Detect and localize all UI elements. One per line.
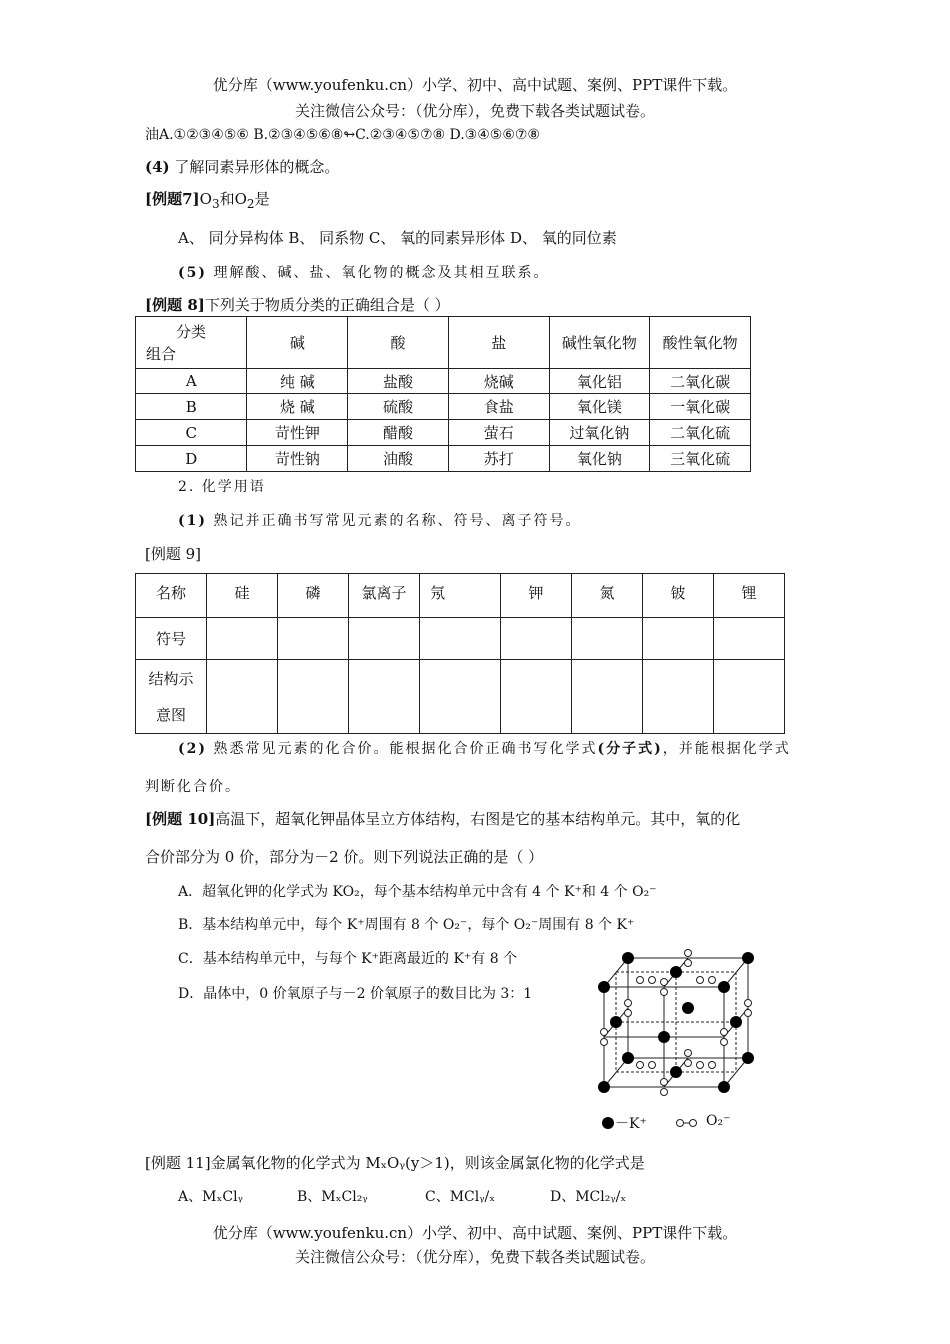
- is-text: 是: [254, 190, 270, 208]
- symbol-cell: [643, 618, 714, 660]
- header-cell: 碱: [247, 317, 348, 369]
- section-2-1-num: (1): [178, 513, 207, 529]
- ko2-crystal-figure: [590, 940, 760, 1140]
- section-2-2-num: (2): [178, 741, 207, 757]
- table-row: [136, 369, 751, 394]
- example-10-line-1: [145, 808, 740, 829]
- structure-cell: [714, 660, 785, 734]
- example-11-option-b: B、MₓCl₂ᵧ: [297, 1189, 368, 1205]
- table-cell: 醋酸: [348, 420, 449, 446]
- table-cell: 盐酸: [348, 369, 449, 394]
- element-name-cell: 铍: [643, 574, 714, 618]
- table-cell: 苛性钠: [247, 446, 348, 472]
- example-7-question: [145, 188, 270, 211]
- example-10-label: [例题 10]: [145, 810, 216, 828]
- structure-cell: [349, 660, 420, 734]
- example-8-question: [145, 294, 450, 315]
- element-table: [135, 573, 785, 734]
- row-label-name: 名称: [136, 574, 207, 618]
- corner-bottom-label: 组合: [146, 344, 177, 363]
- symbol-cell: [572, 618, 643, 660]
- example-10-option-a: A．超氧化钾的化学式为 KO₂，每个基本结构单元中含有 4 个 K⁺和 4 个 O₂⁻: [178, 884, 657, 900]
- example-10-option-c: C．基本结构单元中，与每个 K⁺距离最近的 K⁺有 8 个: [178, 951, 518, 967]
- footer-line-1: 优分库（www.youfenku.cn）小学、初中、高中试题、案例、PPT课件下载。: [212, 1224, 738, 1242]
- element-name-row: [136, 574, 785, 618]
- element-name-cell: 钾: [501, 574, 572, 618]
- table-cell: 一氧化碳: [650, 394, 751, 420]
- table-cell: 烧碱: [448, 369, 549, 394]
- structure-cell: [572, 660, 643, 734]
- structure-cell: [207, 660, 278, 734]
- corner-top-label: 分类: [176, 322, 207, 341]
- table-cell: 二氧化碳: [650, 369, 751, 394]
- o2-symbol: O: [234, 190, 247, 208]
- header-cell: 盐: [448, 317, 549, 369]
- structure-cell: [278, 660, 349, 734]
- table-cell: 食盐: [448, 394, 549, 420]
- structure-label-1: 结构示: [148, 669, 194, 688]
- o2-subscript: 2: [246, 197, 255, 211]
- section-5-num: (5): [178, 265, 207, 281]
- example-10-text-1: 高温下，超氧化钾晶体呈立方体结构，右图是它的基本结构单元。其中，氧的化: [215, 810, 741, 828]
- table-row: [136, 420, 751, 446]
- section-4-text: 了解同素异形体的概念。: [174, 158, 340, 176]
- section-4: [145, 156, 339, 177]
- element-name-cell: 氯离子: [349, 574, 420, 618]
- table-cell: 氧化镁: [549, 394, 650, 420]
- example-10-line-2: 合价部分为 0 价，部分为－2 价。则下列说法正确的是（ ）: [145, 848, 544, 866]
- table-cell: D: [136, 446, 247, 472]
- element-name-cell: 磷: [278, 574, 349, 618]
- element-symbol-row: [136, 618, 785, 660]
- table-header-row: [136, 317, 751, 369]
- structure-cell: [501, 660, 572, 734]
- example-7-label: [例题7]: [145, 190, 200, 208]
- row-label-structure: [136, 660, 207, 734]
- table-cell: 油酸: [348, 446, 449, 472]
- example-11-label: [例题 11]: [145, 1154, 211, 1172]
- example-10-option-d: D．晶体中，0 价氧原子与－2 价氧原子的数目比为 3：1: [178, 986, 533, 1002]
- table-cell: 三氧化硫: [650, 446, 751, 472]
- and-text: 和: [219, 190, 235, 208]
- example-10-option-b: B．基本结构单元中，每个 K⁺周围有 8 个 O₂⁻，每个 O₂⁻周围有 8 个 K⁺: [178, 917, 635, 933]
- header-cell: 酸: [348, 317, 449, 369]
- header-cell: 酸性氧化物: [650, 317, 751, 369]
- row-label-symbol: 符号: [136, 618, 207, 660]
- table-row: [136, 446, 751, 472]
- section-2-2: [178, 738, 791, 758]
- section-2-2-text-2: ，并能根据化学式: [662, 741, 791, 757]
- header-line-1: 优分库（www.youfenku.cn）小学、初中、高中试题、案例、PPT课件下载。: [212, 76, 738, 94]
- example-9-label: [例题 9]: [145, 545, 202, 563]
- symbol-cell: [501, 618, 572, 660]
- example-11-option-c: C、MClᵧ/ₓ: [425, 1189, 496, 1205]
- table-cell: 苏打: [448, 446, 549, 472]
- section-2-2-paren: (分子式): [597, 741, 663, 757]
- header-line-2: 关注微信公众号：（优分库），免费下载各类试题试卷。: [294, 102, 655, 120]
- element-name-cell: 氖: [420, 574, 501, 618]
- o3-symbol: O: [199, 190, 212, 208]
- table-cell: 氧化钠: [549, 446, 650, 472]
- symbol-cell: [420, 618, 501, 660]
- example-7-options: A、 同分异构体 B、 同系物 C、 氧的同素异形体 D、 氧的同位素: [178, 229, 617, 247]
- structure-cell: [420, 660, 501, 734]
- section-2-1: [178, 510, 581, 530]
- symbol-cell: [714, 618, 785, 660]
- section-5-text: 理解酸、碱、盐、氧化物的概念及其相互联系。: [213, 265, 550, 281]
- legend-o2-label: O₂⁻: [706, 1113, 731, 1129]
- table-cell: 纯 碱: [247, 369, 348, 394]
- o3-subscript: 3: [211, 197, 220, 211]
- table-cell: 氧化铝: [549, 369, 650, 394]
- table-cell: 苛性钾: [247, 420, 348, 446]
- table-cell: 二氧化硫: [650, 420, 751, 446]
- example-11-option-a: A、MₓClᵧ: [178, 1189, 243, 1205]
- symbol-cell: [207, 618, 278, 660]
- table-cell: 萤石: [448, 420, 549, 446]
- symbol-cell: [278, 618, 349, 660]
- element-name-cell: 硅: [207, 574, 278, 618]
- structure-label-2: 意图: [155, 705, 186, 724]
- section-2-heading: 2. 化学用语: [178, 479, 266, 495]
- table-row: [136, 394, 751, 420]
- example-11-question: [145, 1152, 645, 1173]
- example-8-label: [例题 8]: [145, 296, 205, 314]
- table-cell: 过氧化钠: [549, 420, 650, 446]
- classification-table: [135, 316, 751, 472]
- table-cell: C: [136, 420, 247, 446]
- symbol-cell: [349, 618, 420, 660]
- section-4-num: (4): [145, 158, 170, 176]
- carry-over-options: 油A.①②③④⑤⑥ B.②③④⑤⑥⑧↬C.②③④⑤⑦⑧ D.③④⑤⑥⑦⑧: [145, 127, 540, 143]
- section-2-1-text: 熟记并正确书写常见元素的名称、符号、离子符号。: [213, 513, 582, 529]
- table-corner-cell: [136, 317, 247, 369]
- example-11-option-d: D、MCl₂ᵧ/ₓ: [550, 1189, 627, 1205]
- table-cell: 硫酸: [348, 394, 449, 420]
- section-5: [178, 262, 549, 282]
- section-2-2-text-1: 熟悉常见元素的化合价。能根据化合价正确书写化学式: [213, 741, 598, 757]
- table-cell: B: [136, 394, 247, 420]
- footer-line-2: 关注微信公众号：（优分库），免费下载各类试题试卷。: [294, 1248, 655, 1266]
- table-cell: A: [136, 369, 247, 394]
- element-structure-row: [136, 660, 785, 734]
- section-2-2-cont: 判断化合价。: [145, 779, 241, 795]
- structure-cell: [643, 660, 714, 734]
- table-cell: 烧 碱: [247, 394, 348, 420]
- example-8-text: 下列关于物质分类的正确组合是（ ）: [204, 296, 450, 314]
- element-name-cell: 锂: [714, 574, 785, 618]
- example-11-text: 金属氧化物的化学式为 MₓOᵧ(y＞1)，则该金属氯化物的化学式是: [210, 1154, 645, 1172]
- legend-k-label: －K⁺: [615, 1116, 647, 1132]
- element-name-cell: 氮: [572, 574, 643, 618]
- header-cell: 碱性氧化物: [549, 317, 650, 369]
